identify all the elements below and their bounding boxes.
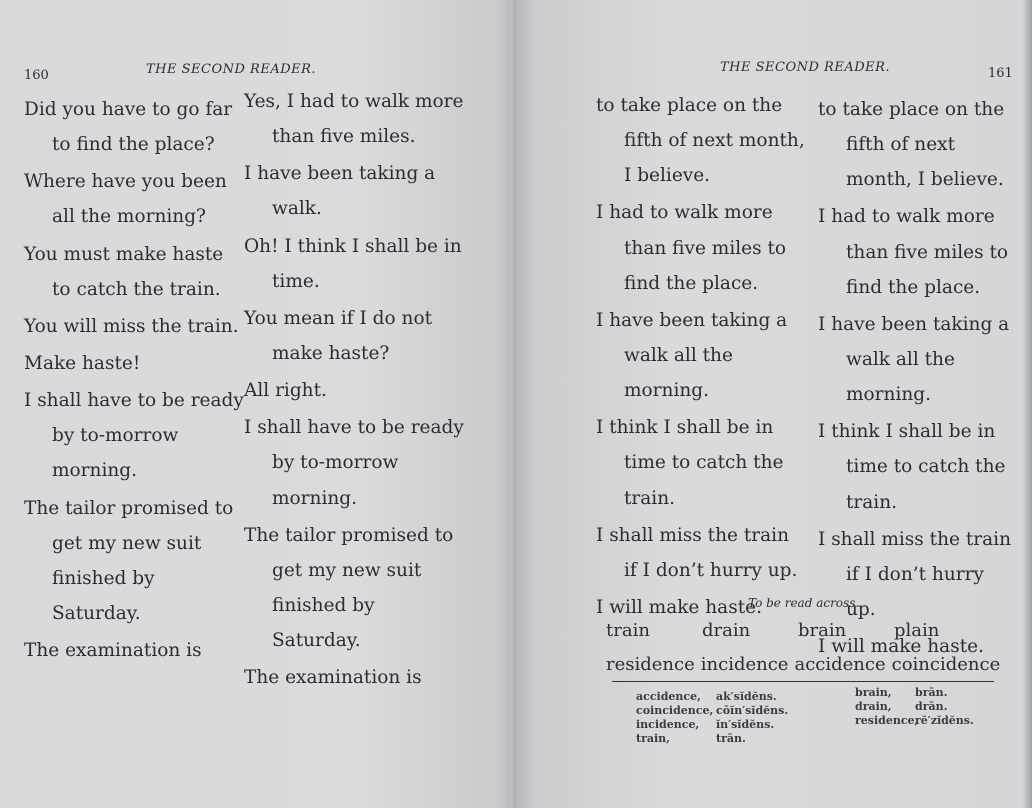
pron-mark: cōĭn′sĭdĕns. [716,704,789,717]
word-row [606,648,1006,682]
word-cell: drain [702,620,751,641]
word-cell: accidence [794,654,886,675]
page-number-left: 160 [24,68,49,83]
print-entry: I had to walk more than five miles to find the place. [596,202,787,294]
pron-word: residence, [855,714,919,727]
pron-word: coincidence, [636,704,714,717]
word-cell: brain [798,620,847,641]
print-entry: to take place on the fifth of next month, I believe. [596,95,805,187]
question-entry: You must make haste to catch the train. [24,243,224,300]
question-entry: The tailor promised to get my new suit finished by Saturday. [24,497,234,624]
pron-word: train, [636,732,671,745]
question-entry: The examination is [24,640,202,662]
pron-word: incidence, [636,718,700,731]
word-list [606,614,1006,682]
pron-mark: ĭn′sĭdĕns. [716,718,775,731]
script-entry: I shall miss the train if I don’t hurry up. [818,528,1011,620]
running-head-left: THE SECOND READER. [146,62,317,77]
pronunciation-marks-left [716,690,788,746]
answer-entry: The tailor promised to get my new suit finished by Saturday. [244,524,454,652]
script-entry: to take place on the fifth of next month, I believe. [818,99,1005,191]
print-entry: I shall miss the train if I don’t hurry up. [596,524,798,581]
script-entry: I have been taking a walk all the morning. [818,313,1010,406]
script-entry: I will make haste. [818,636,984,658]
question-column-left [24,92,244,670]
answer-entry: You mean if I do not make haste? [244,307,433,364]
pron-word: brain, [855,686,892,699]
word-cell: coincidence [891,654,1001,675]
pron-mark: trān. [716,732,746,745]
question-entry: You will miss the train. [24,315,239,337]
running-head-right: THE SECOND READER. [720,60,891,75]
word-cell: train [606,620,650,641]
print-entry: I will make haste. [596,596,762,618]
question-entry: Where have you been all the morning? [24,171,227,228]
answer-column-left [244,84,464,697]
question-entry: Make haste! [24,352,141,374]
pronunciation-words-left [636,690,713,746]
answer-entry: Oh! I think I shall be in time. [244,235,462,292]
answer-entry: All right. [244,380,327,402]
answer-entry: I have been taking a walk. [244,163,436,220]
word-cell: residence [606,654,695,675]
word-row [606,614,1006,648]
word-cell: incidence [700,654,789,675]
pron-mark: ak′sĭdĕns. [716,690,777,703]
answer-entry: The examination is [244,667,422,689]
pron-mark: brān. [915,686,948,699]
pronunciation-words-right [855,686,918,728]
read-across-caption: To be read across. [748,596,860,610]
script-entry: I had to walk more than five miles to find the place. [818,206,1009,298]
answer-entry: Yes, I had to walk more than five miles. [244,91,464,148]
word-cell: plain [894,620,940,641]
pron-word: drain, [855,700,892,713]
answer-entry: I shall have to be ready by to-morrow morning. [244,417,464,509]
print-entry: I have been taking a walk all the morning. [596,309,788,402]
question-entry: I shall have to be ready by to-morrow morning. [24,390,244,482]
pron-word: accidence, [636,690,701,703]
script-column-right [818,92,1018,666]
print-column-right [596,88,806,627]
pron-mark: drān. [915,700,948,713]
page-number-right: 161 [988,66,1013,81]
question-entry: Did you have to go far to find the place? [24,99,233,156]
pronunciation-rule [612,681,994,682]
script-entry: I think I shall be in time to catch the train. [818,421,1006,513]
pron-mark: rĕ′zĭdĕns. [915,714,974,727]
print-entry: I think I shall be in time to catch the train. [596,417,784,509]
pronunciation-marks-right [915,686,974,728]
